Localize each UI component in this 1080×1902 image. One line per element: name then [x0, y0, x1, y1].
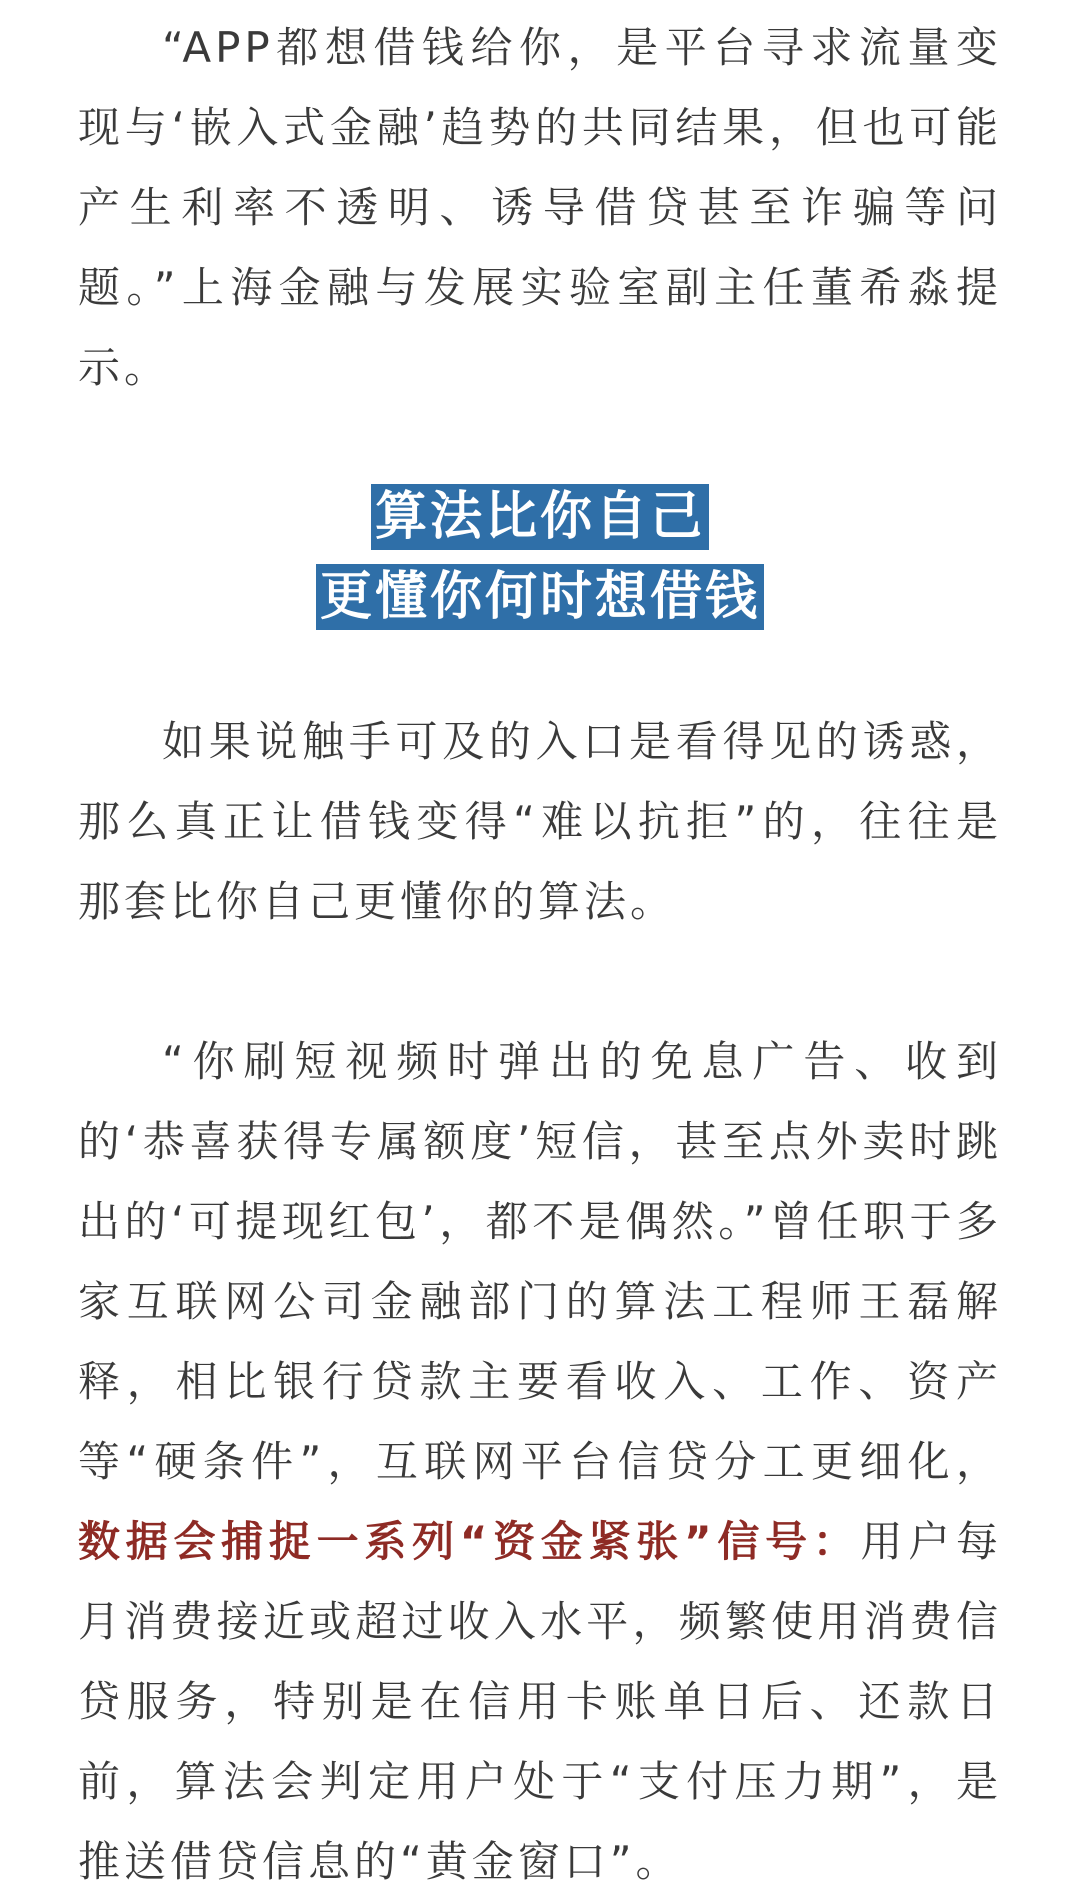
section-heading-line-1: 算法比你自己: [371, 484, 709, 550]
paragraph-quote-wang-lei: [78, 1022, 1002, 1902]
section-heading-line-2: 更懂你何时想借钱: [316, 564, 764, 630]
section-heading: [78, 484, 1002, 630]
paragraph-text-after-emphasis: 用户每月消费接近或超过收入水平，频繁使用消费信贷服务，特别是在信用卡账单日后、还款日前，算法会判定用户处于“支付压力期”，是推送借贷信息的“黄金窗口”。: [78, 1517, 1002, 1886]
paragraph-text-before-emphasis: “你刷短视频时弹出的免息广告、收到的‘恭喜获得专属额度’短信，甚至点外卖时跳出的‘可提现红包’，都不是偶然。”曾任职于多家互联网公司金融部门的算法工程师王磊解释，相比银行贷款主要看收入、工作、资产等“硬条件”，互联网平台信贷分工更细化，: [78, 1037, 1002, 1486]
paragraph-algorithm-intro: 如果说触手可及的入口是看得见的诱惑，那么真正让借钱变得“难以抗拒”的，往往是那套比你自己更懂你的算法。: [78, 717, 1002, 926]
paragraph-quote-dong-ximiao: “APP都想借钱给你，是平台寻求流量变现与‘嵌入式金融’趋势的共同结果，但也可能产生利率不透明、诱导借贷甚至诈骗等问题。”上海金融与发展实验室副主任董希淼提示。: [78, 23, 1002, 392]
emphasis-text: 数据会捕捉一系列“资金紧张”信号：: [78, 1517, 861, 1566]
